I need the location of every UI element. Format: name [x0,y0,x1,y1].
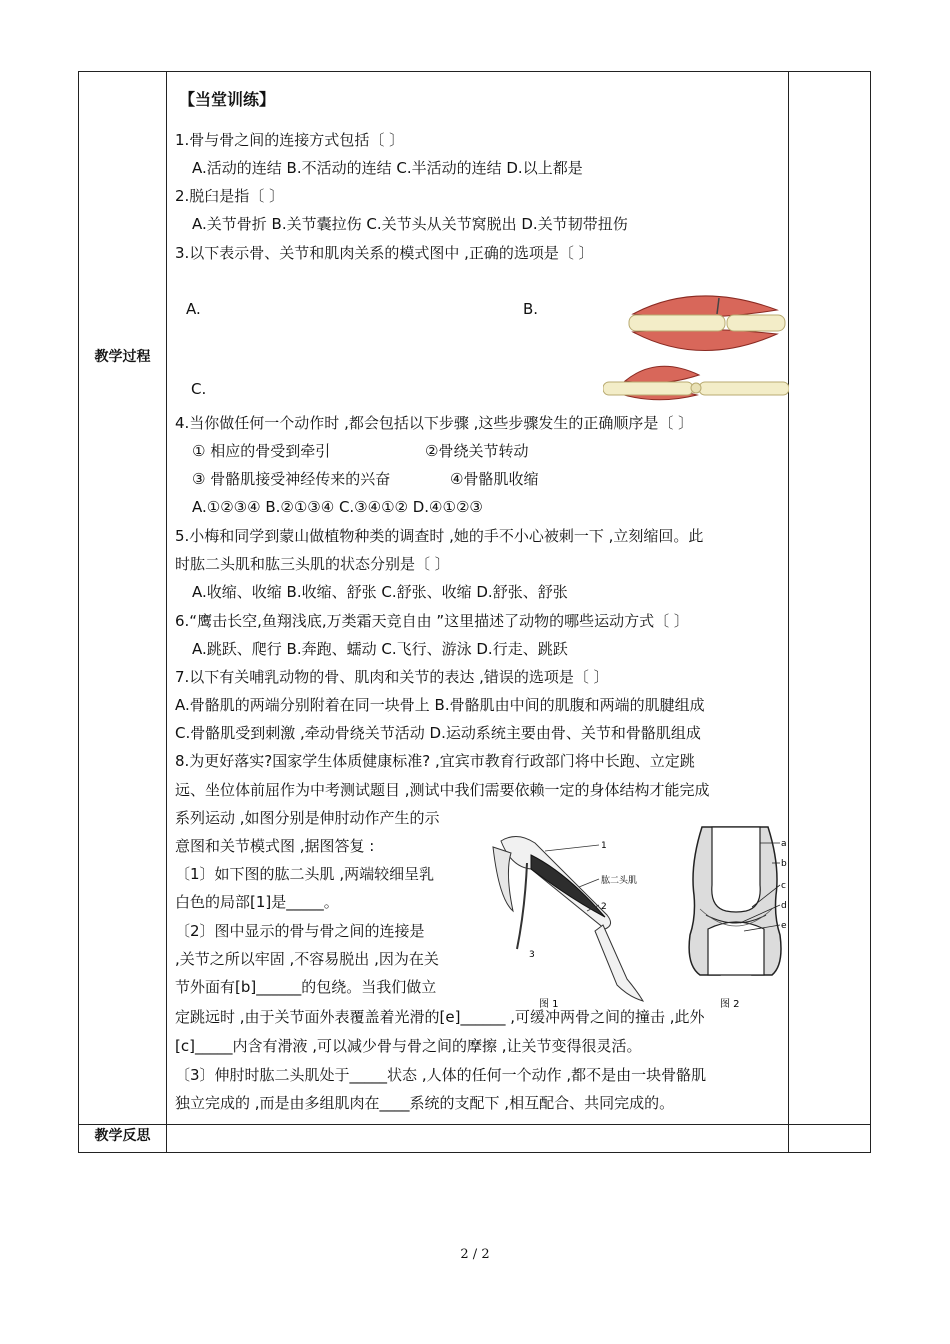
fig2-caption: 图 2 [720,999,740,1010]
q5-options: A.收缩、收缩 B.收缩、舒张 C.舒张、收缩 D.舒张、舒张 [192,583,568,601]
q7-stem: 7.以下有关哺乳动物的骨、肌肉和关节的表达 ,错误的选项是〔 〕 [175,668,609,686]
q2-stem: 2.脱臼是指〔 〕 [175,187,285,205]
q3-option-a: A. [186,300,201,318]
q8-line: 意图和关节模式图 ,据图答复 : [175,837,375,855]
fig1-number-2: 2 [601,902,607,912]
q3-figure-c [603,361,789,411]
q6-stem: 6.“鹰击长空,鱼翔浅底,万类霜天竞自由 ”这里描述了动物的哪些运动方式〔 〕 [175,612,689,630]
q8-line: 系列运动 ,如图分别是伸肘动作产生的示 [175,809,440,827]
q3-option-b: B. [523,300,539,318]
q3-option-c: C. [191,380,207,398]
q8-line: 定跳远时 ,由于关节面外表覆盖着光滑的[e]______ ,可缓冲两骨之间的撞击 ,此外 [175,1008,705,1026]
q8-line: 〔3〕伸肘时肱二头肌处于_____状态 ,人体的任何一个动作 ,都不是由一块骨骼肌 [175,1066,707,1084]
fig1-caption: 图 1 [539,999,559,1009]
fig1-number-3: 3 [529,950,535,960]
q8-line: 独立完成的 ,而是由多组肌肉在____系统的支配下 ,相互配合、共同完成的。 [175,1094,675,1112]
q8-line: 〔2〕图中显示的骨与骨之间的连接是 [175,922,425,940]
q1-stem: 1.骨与骨之间的连接方式包括〔 〕 [175,131,405,149]
fig2-label-a: a [781,839,787,849]
q8-line: ,关节之所以牢固 ,不容易脱出 ,因为在关 [175,950,439,968]
q7-options-ab: A.骨骼肌的两端分别附着在同一块骨上 B.骨骼肌由中间的肌腹和两端的肌腱组成 [175,696,705,714]
q8-line: 〔1〕如下图的肱二头肌 ,两端较细呈乳 [175,865,435,883]
q3-figure-b [627,284,787,362]
label-teaching-process: 教学过程 [94,349,151,365]
q4-step-4: ④骨骼肌收缩 [450,470,539,488]
fig2-label-c: c [781,881,786,891]
q5-line-2: 时肱二头肌和肱三头肌的状态分别是〔 〕 [175,555,450,573]
column-divider-left [166,72,167,1152]
lesson-table [78,71,871,1153]
q6-options: A.跳跃、爬行 B.奔跑、蠕动 C.飞行、游泳 D.行走、跳跃 [192,640,568,658]
fig1-label-biceps: 肱二头肌 [601,876,638,886]
q5-line-1: 5.小梅和同学到蒙山做植物种类的调查时 ,她的手不小心被刺一下 ,立刻缩回。此 [175,527,704,545]
row-divider [79,1124,870,1125]
fig2-label-b: b [781,859,787,869]
q1-options: A.活动的连结 B.不活动的连结 C.半活动的连结 D.以上都是 [192,159,583,177]
q4-options: A.①②③④ B.②①③④ C.③④①② D.④①②③ [192,498,483,516]
q8-line: 8.为更好落实?国家学生体质健康标准? ,宜宾市教育行政部门将中长跑、立定跳 [175,752,695,770]
q4-step-1: ① 相应的骨受到牵引 [192,442,331,460]
q8-line: [c]_____内含有滑液 ,可以减少骨与骨之间的摩擦 ,让关节变得很灵活。 [175,1037,642,1055]
q7-options-cd: C.骨骼肌受到刺激 ,牵动骨绕关节活动 D.运动系统主要由骨、关节和骨骼肌组成 [175,724,701,742]
page-number: 2 / 2 [460,1247,490,1262]
q4-step-3: ③ 骨骼肌接受神经传来的兴奋 [192,470,391,488]
q8-figure-1-arm [487,829,647,1009]
q8-line: 节外面有[b]______的包绕。当我们做立 [175,978,437,996]
q2-options: A.关节骨折 B.关节囊拉伤 C.关节头从关节窝脱出 D.关节韧带扭伤 [192,215,628,233]
q4-stem: 4.当你做任何一个动作时 ,都会包括以下步骤 ,这些步骤发生的正确顺序是〔 〕 [175,414,694,432]
q8-figure-2-joint [680,825,790,1011]
fig1-number-1: 1 [601,841,607,851]
label-teaching-reflection: 教学反思 [94,1128,151,1144]
q8-line: 远、坐位体前屈作为中考测试题目 ,测试中我们需要依赖一定的身体结构才能完成 [175,781,710,799]
section-title: 【当堂训练】 [179,90,276,109]
q3-stem: 3.以下表示骨、关节和肌肉关系的模式图中 ,正确的选项是〔 〕 [175,244,594,262]
q4-step-2: ②骨绕关节转动 [425,442,529,460]
fig2-label-d: d [781,901,787,911]
fig2-label-e: e [781,921,787,931]
q8-line: 白色的局部[1]是_____。 [175,893,339,911]
